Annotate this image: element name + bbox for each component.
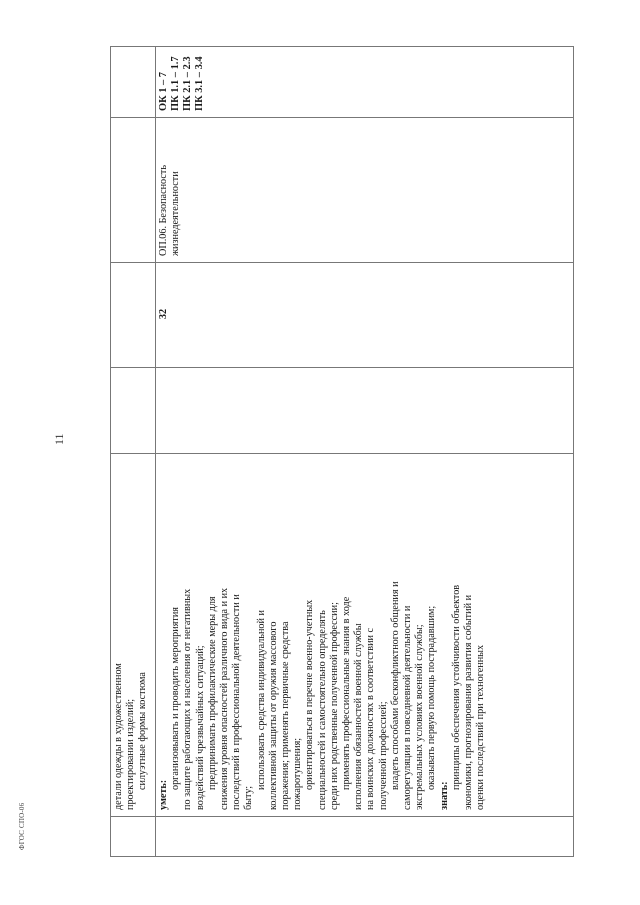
requirements-cell (156, 454, 574, 817)
discipline-cell (111, 118, 156, 263)
index-cell (111, 817, 156, 857)
req-text-line: экстремальных условиях военной службы; (414, 624, 426, 810)
req-text-line: снижения уровня опасностей различного вида и их (219, 587, 231, 810)
competency-line: ОК 1 – 7 (158, 72, 169, 111)
req-text-line: ориентироваться в перечне военно-учетных (304, 599, 316, 790)
req-text-line: принципы обеспечения устойчивости объектов (450, 584, 462, 790)
competency-line: ПК 1.1 – 1.7 (170, 56, 181, 111)
index-cell (156, 817, 574, 857)
req-text-line: среди них родственные полученной профессии; (328, 602, 340, 810)
table-row-bzhd (156, 47, 574, 857)
req-text-line: детали одежды в художественном (113, 663, 124, 810)
competency-cell (111, 47, 156, 118)
max-load-cell (156, 368, 574, 454)
req-text-line: по защите работающих и населения от негативных (182, 588, 194, 810)
umet-label: уметь: (158, 779, 169, 810)
competency-line: ПК 3.1 – 3.4 (194, 56, 205, 111)
req-text-line: на воинских должностях в соответствии с (365, 627, 377, 810)
requirements-cell-continued (111, 454, 156, 817)
req-text-line: использовать средства индивидуальной и (255, 610, 267, 790)
req-text-line: экономики, прогнозирования развития событий и (463, 594, 475, 810)
curriculum-table (110, 46, 574, 857)
req-text-line: саморегуляции в повседневной деятельности и (402, 605, 414, 810)
curriculum-table-wrapper (110, 47, 574, 857)
competency-cell (156, 47, 574, 118)
discipline-cell: ОП.06. Безопасность жизнедеятельности (156, 118, 574, 263)
req-text-line: применять профессиональные знания в ходе (341, 596, 353, 790)
req-text-line: коллективной защиты от оружия массового (267, 621, 279, 810)
footer-code: ФГОС СПО-06 (18, 802, 26, 850)
req-text-line: последствий в профессиональной деятельности и (231, 594, 243, 810)
req-text-line: проектировании изделий; (125, 698, 137, 810)
req-text-line: оценки последствий при техногенных (475, 644, 487, 810)
znat-label: знать: (438, 781, 450, 810)
req-text-line: силуэтные формы костюма (137, 672, 149, 790)
req-text-line: оказывать первую помощь пострадавшим; (426, 605, 438, 790)
req-text-line: специальностей и самостоятельно определять (316, 610, 328, 810)
req-text-line: воздействий чрезвычайных ситуаций; (194, 645, 206, 810)
competency-line: ПК 2.1 – 2.3 (182, 56, 193, 111)
req-text-line: владеть способами бесконфликтного общения и (389, 581, 401, 790)
req-text-line: полученной профессией; (377, 701, 389, 810)
table-row-continuation (111, 47, 156, 857)
req-text-line: быту; (243, 785, 255, 810)
req-text-line: организовывать и проводить мероприятия (170, 607, 182, 790)
req-text-line: исполнения обязанностей военной службы (353, 623, 365, 810)
max-load-cell (111, 368, 156, 454)
page-number: 11 (52, 433, 66, 445)
req-text-line: поражения; применять первичные средства (280, 621, 292, 810)
hours-cell (111, 263, 156, 368)
hours-cell: 32 (156, 263, 574, 368)
req-text-line: предпринимать профилактические меры для (206, 596, 218, 790)
req-text-line: пожаротушения; (292, 737, 304, 810)
